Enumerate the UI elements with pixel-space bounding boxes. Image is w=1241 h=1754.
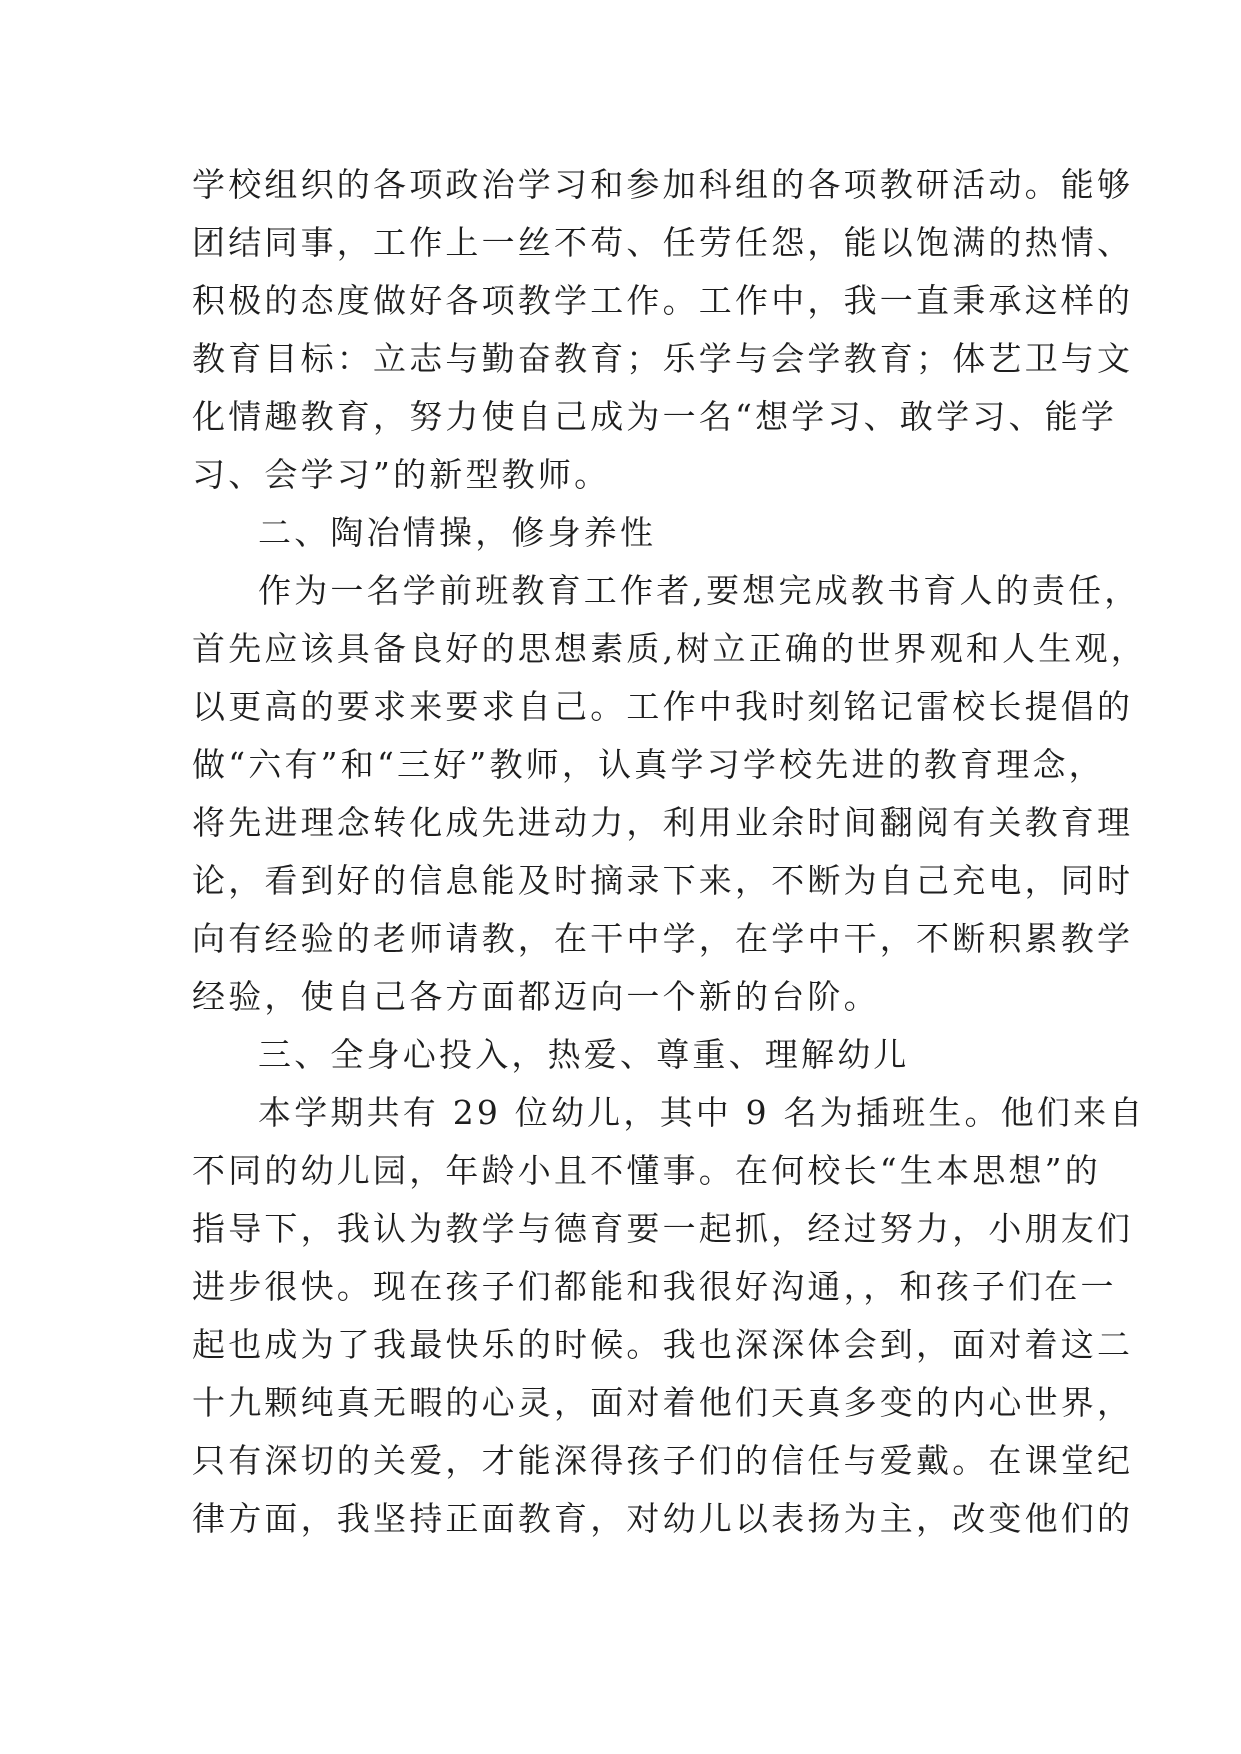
text-line: 向有经验的老师请教，在干中学，在学中干，不断积累教学 — [192, 919, 1134, 958]
text-line: 作为一名学前班教育工作者,要想完成教书育人的责任， — [258, 571, 1141, 610]
text-line: 进步很快。现在孩子们都能和我很好沟通，，和孩子们在一 — [192, 1267, 1117, 1306]
text-line: 团结同事，工作上一丝不苟、任劳任怨，能以饱满的热情、 — [192, 223, 1134, 262]
text-line: 学校组织的各项政治学习和参加科组的各项教研活动。能够 — [192, 165, 1134, 204]
section-heading: 三、全身心投入，热爱、尊重、理解幼儿 — [258, 1035, 910, 1074]
text-line: 将先进理念转化成先进动力，利用业余时间翻阅有关教育理 — [192, 803, 1134, 842]
text-line: 积极的态度做好各项教学工作。工作中，我一直秉承这样的 — [192, 281, 1134, 320]
document-page — [192, 156, 1147, 1548]
text-line: 只有深切的关爱，才能深得孩子们的信任与爱戴。在课堂纪 — [192, 1441, 1134, 1480]
text-line: 十九颗纯真无暇的心灵，面对着他们天真多变的内心世界， — [192, 1383, 1134, 1422]
text-line: 指导下，我认为教学与德育要一起抓，经过努力，小朋友们 — [192, 1209, 1134, 1248]
text-line: 化情趣教育，努力使自己成为一名“想学习、敢学习、能学 — [192, 397, 1118, 436]
text-line: 律方面，我坚持正面教育，对幼儿以表扬为主，改变他们的 — [192, 1499, 1134, 1538]
text-line: 以更高的要求来要求自己。工作中我时刻铭记雷校长提倡的 — [192, 687, 1134, 726]
text-line: 本学期共有 29 位幼儿，其中 9 名为插班生。他们来自 — [258, 1093, 1146, 1132]
text-line: 首先应该具备良好的思想素质,树立正确的世界观和人生观， — [192, 629, 1147, 668]
text-line: 论，看到好的信息能及时摘录下来，不断为自己充电，同时 — [192, 861, 1134, 900]
text-line: 做“六有”和“三好”教师，认真学习学校先进的教育理念， — [192, 745, 1105, 784]
text-line: 起也成为了我最快乐的时候。我也深深体会到，面对着这二 — [192, 1325, 1134, 1364]
text-line: 不同的幼儿园，年龄小且不懂事。在何校长“生本思想”的 — [192, 1151, 1101, 1190]
text-line: 经验，使自己各方面都迈向一个新的台阶。 — [192, 977, 880, 1016]
text-line: 习、会学习”的新型教师。 — [192, 455, 611, 494]
text-line: 教育目标：立志与勤奋教育；乐学与会学教育；体艺卫与文 — [192, 339, 1134, 378]
section-heading: 二、陶冶情操，修身养性 — [258, 513, 657, 552]
